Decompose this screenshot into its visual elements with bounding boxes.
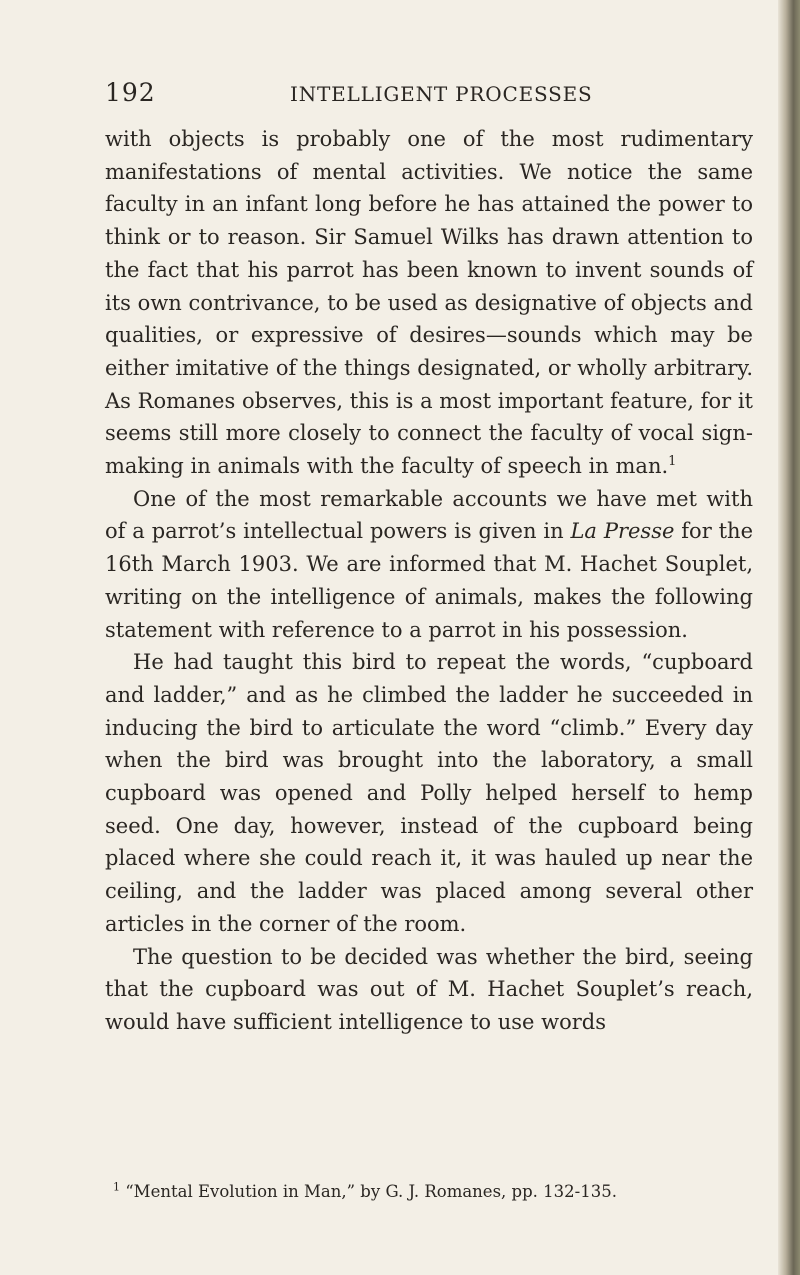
paragraph-4: The question to be decided was whether the bird, seeing that the cupboard was out of M. Hachet Souplet’s reach, would have sufficient intelligence to use words [105,944,753,1034]
paragraph-1 [105,123,753,483]
paragraph-3: He had taught this bird to repeat the words, “cupboard and ladder,” and as he climbed the ladder he succeeded in inducing the bird to articulate the word “climb.” Every day when the bird was brought into the laboratory, a small cupboard was opened and Polly helped herself to hemp seed. One day, however, instead of the cupboard being placed where she could reach it, it was hauled up near the ceiling, and the ladder was placed among several other articles in the corner of the room. [105,650,753,936]
paragraph-2-text-start: One of the most remarkable accounts we have met with of a parrot’s intellectual powers is given in [105,486,753,544]
paragraph-2 [105,483,753,647]
page-header [105,78,745,110]
footnote [105,1181,753,1203]
body-text [105,123,753,1039]
footnote-ref: 1 [668,454,677,470]
page-edge [778,0,800,1275]
footnote-marker: 1 [113,1180,120,1194]
footnote-text: “Mental Evolution in Man,” by G. J. Romanes, pp. 132-135. [125,1182,617,1201]
page-number: 192 [105,78,156,107]
newspaper-title: La Presse [570,519,675,544]
running-head: INTELLIGENT PROCESSES [290,82,593,106]
paragraph-1-text: with objects is probably one of the most rudimentary manifestations of mental activities. We notice the same faculty in an infant long before he has attained the power to think or to reason. Sir Samuel Wilks has drawn attention to the fact that his parrot has been known to invent sounds of its own contrivance, to be used as designative of objects and qualities, or expressive of desires—sounds which may be either imitative of the things designated, or wholly arbitrary. As Romanes observes, this is a most important feature, for it seems still more closely to connect the faculty of vocal sign-making in animals with the faculty of speech in man. [105,127,753,479]
paragraph-2-text-end: for the 16th March 1903. We are informed that M. Hachet Souplet, writing on the intelligence of animals, makes the following statement with reference to a parrot in his possession. [105,519,754,642]
